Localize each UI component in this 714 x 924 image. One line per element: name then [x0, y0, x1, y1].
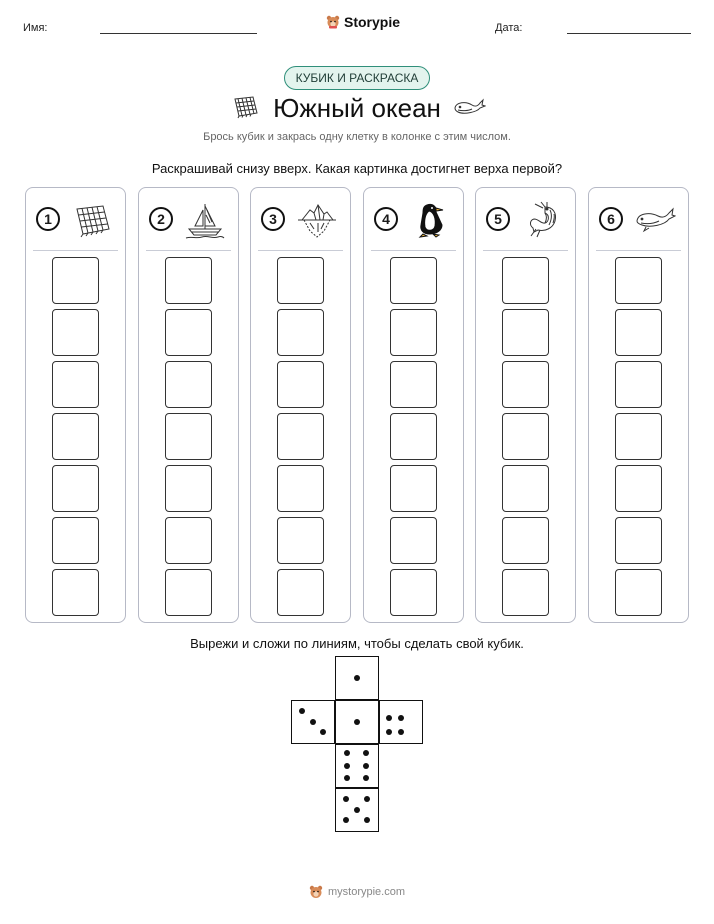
coloring-cell[interactable] — [165, 309, 212, 356]
coloring-cell[interactable] — [502, 309, 549, 356]
coloring-cell[interactable] — [615, 257, 662, 304]
column-header — [364, 188, 463, 250]
cube-caption: Вырежи и сложи по линиям, чтобы сделать свой кубик. — [190, 636, 524, 651]
coloring-cell[interactable] — [52, 465, 99, 512]
coloring-instruction: Раскрашивай снизу вверх. Какая картинка достигнет верха первой? — [151, 161, 563, 176]
cube-pip — [354, 719, 360, 725]
coloring-cell[interactable] — [390, 517, 437, 564]
cube-pip — [364, 796, 370, 802]
coloring-cell[interactable] — [165, 465, 212, 512]
bear-footer-icon — [309, 885, 323, 899]
coloring-cell[interactable] — [165, 361, 212, 408]
column-divider — [371, 250, 456, 251]
column-header — [476, 188, 575, 250]
cube-pip — [363, 750, 369, 756]
cube-pip — [398, 729, 404, 735]
cube-pip — [354, 675, 360, 681]
coloring-cell[interactable] — [52, 257, 99, 304]
coloring-cell[interactable] — [615, 569, 662, 616]
page-title: Южный океан — [273, 93, 441, 123]
coloring-cell[interactable] — [390, 413, 437, 460]
footer — [0, 885, 714, 899]
cube-pip — [364, 817, 370, 823]
cube-pip — [310, 719, 316, 725]
cube-pip — [386, 715, 392, 721]
page-subtitle: Брось кубик и закрась одну клетку в колонке с этим числом. — [203, 131, 511, 143]
coloring-cell[interactable] — [615, 309, 662, 356]
coloring-cell[interactable] — [502, 361, 549, 408]
cube-pip — [344, 763, 350, 769]
coloring-cell[interactable] — [277, 257, 324, 304]
coloring-cell[interactable] — [277, 413, 324, 460]
coloring-cell[interactable] — [277, 517, 324, 564]
blanket-icon — [71, 201, 113, 239]
column-5 — [475, 187, 576, 623]
cube-pip — [343, 817, 349, 823]
coloring-cell[interactable] — [277, 309, 324, 356]
coloring-cell[interactable] — [277, 361, 324, 408]
brand-name: Storypie — [344, 14, 401, 30]
coloring-cell[interactable] — [277, 465, 324, 512]
coloring-cell[interactable] — [502, 517, 549, 564]
cube-face-1 — [335, 700, 379, 744]
column-number: 2 — [149, 207, 173, 231]
column-divider — [33, 250, 118, 251]
cube-pip — [320, 729, 326, 735]
coloring-cell[interactable] — [52, 309, 99, 356]
sailboat-icon — [184, 201, 226, 239]
cube-pip — [344, 775, 350, 781]
coloring-cell[interactable] — [52, 413, 99, 460]
coloring-cell[interactable] — [390, 257, 437, 304]
column-6 — [588, 187, 689, 623]
coloring-cell[interactable] — [165, 517, 212, 564]
bear-logo-icon — [326, 15, 340, 29]
coloring-cell[interactable] — [502, 569, 549, 616]
column-divider — [596, 250, 681, 251]
coloring-cell[interactable] — [390, 361, 437, 408]
date-label: Дата: — [495, 22, 523, 34]
cube-face-6 — [335, 744, 379, 788]
date-line[interactable] — [567, 33, 691, 34]
coloring-cell[interactable] — [165, 569, 212, 616]
column-divider — [258, 250, 343, 251]
cube-face-1 — [335, 656, 379, 700]
coloring-cell[interactable] — [615, 413, 662, 460]
column-3 — [250, 187, 351, 623]
column-2 — [138, 187, 239, 623]
column-number: 5 — [486, 207, 510, 231]
cube-face-4 — [379, 700, 423, 744]
coloring-cell[interactable] — [165, 257, 212, 304]
activity-badge: КУБИК И РАСКРАСКА — [284, 66, 430, 90]
brand-logo — [326, 14, 400, 30]
cube-pip — [343, 796, 349, 802]
name-line[interactable] — [100, 33, 257, 34]
coloring-cell[interactable] — [502, 413, 549, 460]
cube-pip — [398, 715, 404, 721]
cube-pip — [354, 807, 360, 813]
iceberg-icon — [296, 201, 338, 239]
penguin-icon — [409, 201, 451, 239]
column-number: 3 — [261, 207, 285, 231]
cube-pip — [386, 729, 392, 735]
cube-pip — [344, 750, 350, 756]
column-number: 4 — [374, 207, 398, 231]
column-4 — [363, 187, 464, 623]
shrimp-icon — [521, 201, 563, 239]
coloring-cell[interactable] — [277, 569, 324, 616]
column-number: 1 — [36, 207, 60, 231]
cube-pip — [299, 708, 305, 714]
coloring-cell[interactable] — [52, 517, 99, 564]
coloring-cell[interactable] — [615, 465, 662, 512]
coloring-cell[interactable] — [615, 517, 662, 564]
coloring-cell[interactable] — [390, 569, 437, 616]
cube-face-5 — [335, 788, 379, 832]
coloring-cell[interactable] — [52, 361, 99, 408]
coloring-cell[interactable] — [390, 309, 437, 356]
column-divider — [483, 250, 568, 251]
coloring-cell[interactable] — [615, 361, 662, 408]
column-header — [26, 188, 125, 250]
coloring-cell[interactable] — [502, 257, 549, 304]
cube-face-3 — [291, 700, 335, 744]
column-header — [589, 188, 688, 250]
footer-url[interactable]: mystorypie.com — [327, 886, 406, 898]
column-divider — [146, 250, 231, 251]
cube-pip — [363, 763, 369, 769]
coloring-cell[interactable] — [390, 465, 437, 512]
name-label: Имя: — [23, 22, 48, 34]
column-number: 6 — [599, 207, 623, 231]
cube-pip — [363, 775, 369, 781]
coloring-cell[interactable] — [165, 413, 212, 460]
column-header — [139, 188, 238, 250]
column-header — [251, 188, 350, 250]
coloring-cell[interactable] — [502, 465, 549, 512]
whale-title-icon — [452, 96, 486, 118]
column-1 — [25, 187, 126, 623]
whale-icon — [634, 201, 676, 239]
coloring-cell[interactable] — [52, 569, 99, 616]
